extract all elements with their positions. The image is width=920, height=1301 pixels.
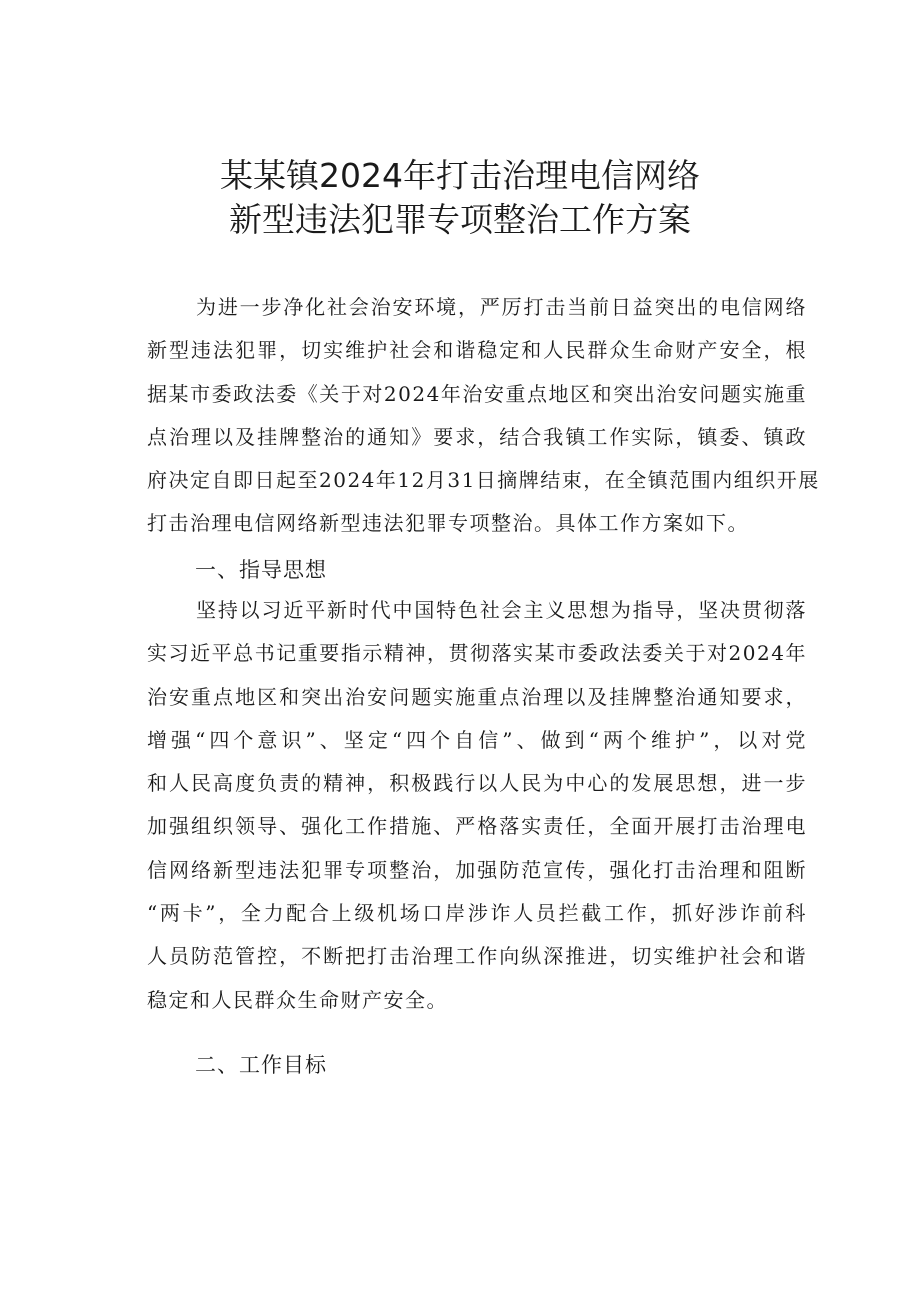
section-heading-guiding-ideology: 一、指导思想: [195, 558, 327, 582]
section1-line: “两卡”，全力配合上级机场口岸涉诈人员拦截工作，抓好涉诈前科: [147, 901, 807, 926]
section1-line: 稳定和人民群众生命财产安全。: [147, 987, 448, 1012]
intro-line: 新型违法犯罪，切实维护社会和谐稳定和人民群众生命财产安全，根: [147, 338, 807, 363]
section1-line: 人员防范管控，不断把打击治理工作向纵深推进，切实维护社会和谐: [147, 944, 807, 969]
intro-line: 打击治理电信网络新型违法犯罪专项整治。具体工作方案如下。: [147, 511, 749, 536]
section1-paragraph: [147, 589, 807, 1022]
document-title-line-2: 新型违法犯罪专项整治工作方案: [229, 200, 691, 239]
section1-line: 增强“四个意识”、坚定“四个自信”、做到“两个维护”，以对党: [147, 727, 807, 752]
intro-paragraph: [147, 286, 820, 546]
section1-line: 坚持以习近平新时代中国特色社会主义思想为指导，坚决贯彻落: [196, 598, 807, 622]
section1-line: 信网络新型违法犯罪专项整治，加强防范宣传，强化打击治理和阻断: [147, 857, 807, 882]
intro-line: 府决定自即日起至2024年12月31日摘牌结束，在全镇范围内组织开展: [147, 468, 820, 493]
intro-line: 点治理以及挂牌整治的通知》要求，结合我镇工作实际，镇委、镇政: [147, 424, 807, 449]
intro-line: 为进一步净化社会治安环境，严厉打击当前日益突出的电信网络: [196, 295, 807, 319]
section1-line: 实习近平总书记重要指示精神，贯彻落实某市委政法委关于对2024年: [147, 641, 807, 666]
section-heading-work-goals: 二、工作目标: [195, 1053, 327, 1077]
intro-line: 据某市委政法委《关于对2024年治安重点地区和突出治安问题实施重: [147, 381, 807, 406]
document-title-line-1: 某某镇2024年打击治理电信网络: [220, 156, 700, 195]
section1-line: 加强组织领导、强化工作措施、严格落实责任，全面开展打击治理电: [147, 814, 807, 839]
section1-line: 治安重点地区和突出治安问题实施重点治理以及挂牌整治通知要求，: [147, 684, 807, 709]
section1-line: 和人民高度负责的精神，积极践行以人民为中心的发展思想，进一步: [147, 771, 807, 796]
